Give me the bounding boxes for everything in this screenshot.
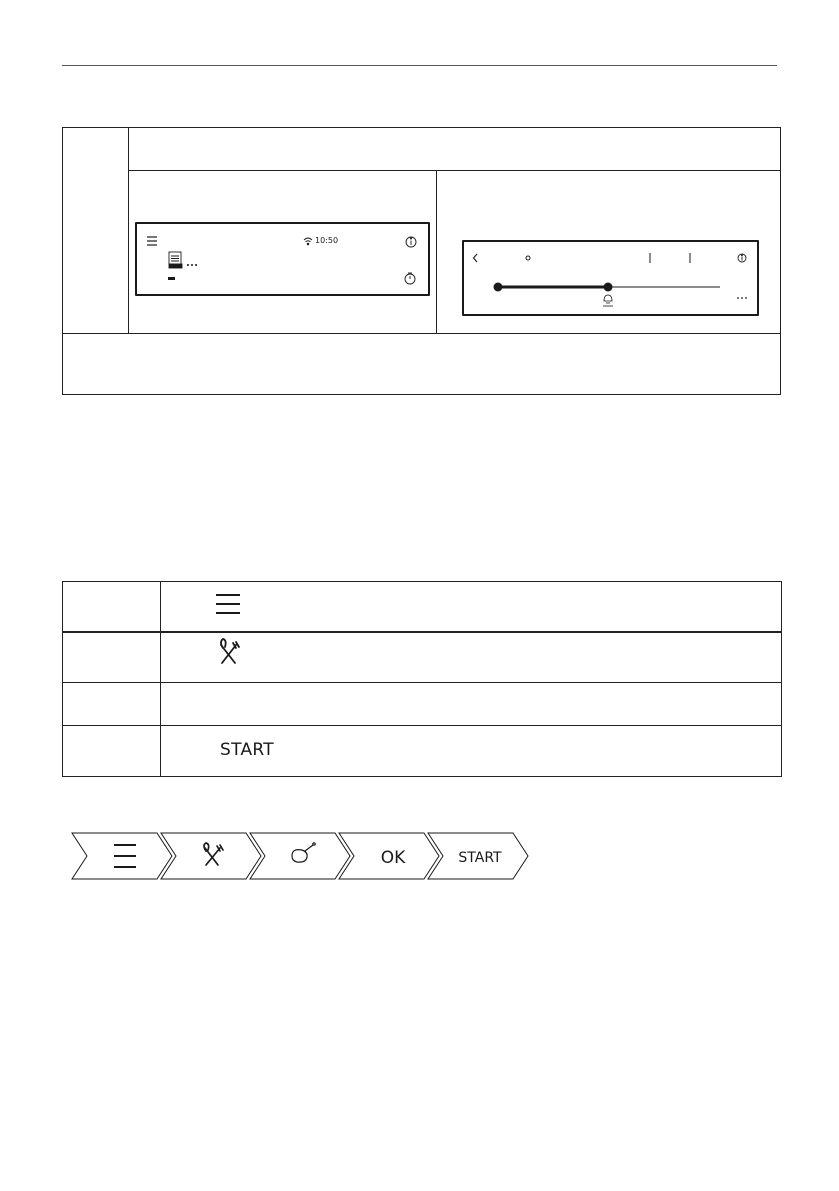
- info-icon[interactable]: [406, 237, 416, 247]
- wifi-icon: [304, 238, 312, 245]
- sequence-step: [250, 833, 350, 879]
- indicator-bar: [168, 277, 175, 280]
- cutlery-icon: [221, 639, 239, 663]
- display-a-icons: [0, 0, 839, 400]
- start-sequence-label: START: [458, 850, 502, 866]
- timer-icon[interactable]: [405, 273, 415, 284]
- steps-table-icons: [0, 580, 839, 780]
- menu-icon[interactable]: [147, 237, 157, 245]
- steam-max-icon[interactable]: [169, 252, 182, 268]
- ok-label: OK: [380, 848, 406, 868]
- display-slider-screen: [462, 240, 759, 316]
- step-sequence: [0, 825, 839, 885]
- clock-time: 10:50: [315, 236, 339, 245]
- menu-icon: [216, 595, 240, 613]
- start-label: START: [220, 740, 274, 760]
- more-icon[interactable]: [187, 264, 197, 266]
